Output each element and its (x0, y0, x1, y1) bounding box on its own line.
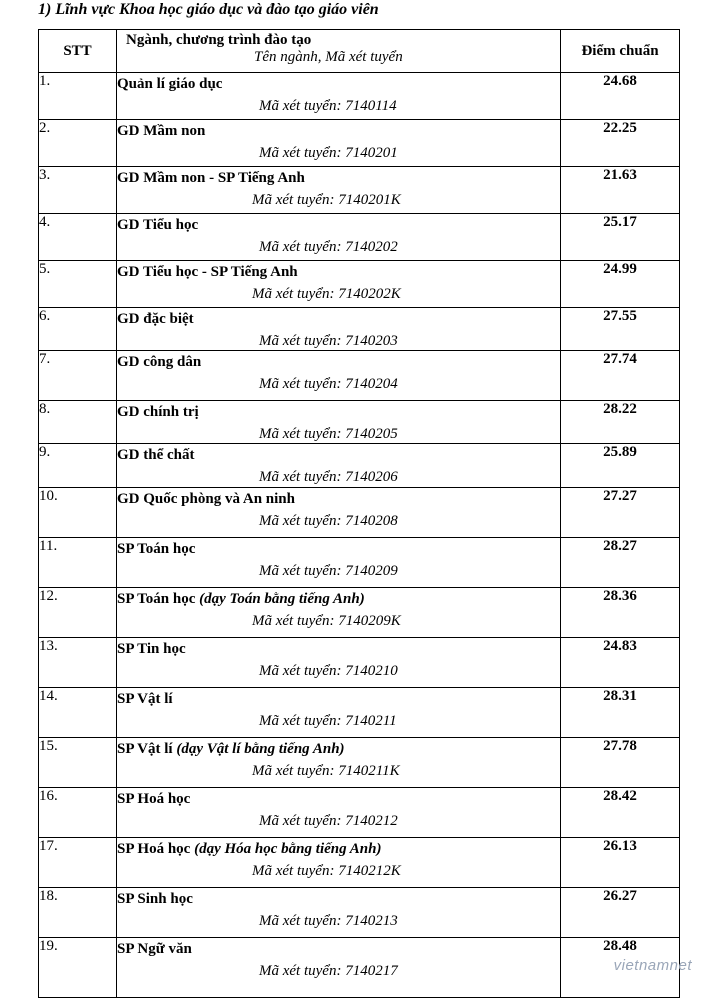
code-prefix: Mã xét tuyển: (259, 963, 346, 979)
watermark-logo: vietnamnet (613, 957, 692, 974)
program-name-text: SP Hoá học (117, 791, 191, 807)
program-code (117, 332, 560, 350)
program-name-text: GD Mầm non - SP Tiếng Anh (117, 170, 305, 186)
code-value: 7140201 (345, 145, 398, 161)
row-stt: 17. (39, 838, 117, 888)
code-prefix: Mã xét tuyển: (259, 376, 346, 392)
row-program (117, 888, 561, 938)
row-score: 21.63 (561, 167, 680, 214)
row-stt: 18. (39, 888, 117, 938)
program-name (117, 840, 560, 858)
program-name (117, 216, 560, 234)
program-code (117, 862, 560, 880)
table-row (39, 888, 680, 938)
program-name-text: Quản lí giáo dục (117, 76, 223, 92)
program-name-text: GD Tiểu học - SP Tiếng Anh (117, 264, 298, 280)
code-value: 7140204 (345, 376, 398, 392)
row-score: 28.31 (561, 688, 680, 738)
table-row (39, 538, 680, 588)
header-program-title: Ngành, chương trình đào tạo (126, 32, 312, 48)
header-stt: STT (39, 30, 117, 73)
program-code (117, 285, 560, 303)
row-score: 27.27 (561, 488, 680, 538)
row-score: 22.25 (561, 120, 680, 167)
row-stt: 6. (39, 308, 117, 351)
row-program (117, 120, 561, 167)
header-program-subtitle: Tên ngành, Mã xét tuyển (254, 49, 403, 65)
program-name-text: SP Ngữ văn (117, 941, 192, 957)
code-prefix: Mã xét tuyển: (252, 286, 339, 302)
program-code (117, 144, 560, 162)
row-program (117, 401, 561, 444)
table-row (39, 261, 680, 308)
program-name-text: SP Toán học (117, 591, 196, 607)
row-stt: 15. (39, 738, 117, 788)
code-value: 7140209 (345, 563, 398, 579)
row-program (117, 688, 561, 738)
program-name (117, 590, 560, 608)
program-code (117, 97, 560, 115)
code-value: 7140211K (338, 763, 400, 779)
row-score: 28.48 (561, 938, 680, 998)
row-stt: 12. (39, 588, 117, 638)
row-program (117, 73, 561, 120)
row-program (117, 214, 561, 261)
code-prefix: Mã xét tuyển: (259, 145, 346, 161)
program-name (117, 446, 560, 464)
row-stt: 11. (39, 538, 117, 588)
row-program (117, 261, 561, 308)
program-name (117, 310, 560, 328)
table-row (39, 308, 680, 351)
row-program (117, 488, 561, 538)
row-stt: 1. (39, 73, 117, 120)
program-code (117, 812, 560, 830)
code-prefix: Mã xét tuyển: (259, 333, 346, 349)
program-code (117, 912, 560, 930)
row-score: 25.89 (561, 444, 680, 488)
code-value: 7140202K (338, 286, 401, 302)
code-value: 7140212 (345, 813, 398, 829)
program-code (117, 762, 560, 780)
program-name (117, 75, 560, 93)
row-program (117, 838, 561, 888)
table-row (39, 788, 680, 838)
program-code (117, 238, 560, 256)
program-code (117, 425, 560, 443)
row-score: 25.17 (561, 214, 680, 261)
table-row (39, 351, 680, 401)
program-name-text: GD Tiểu học (117, 217, 199, 233)
program-name (117, 490, 560, 508)
code-prefix: Mã xét tuyển: (259, 426, 346, 442)
program-name-text: GD chính trị (117, 404, 199, 420)
row-stt: 10. (39, 488, 117, 538)
code-value: 7140206 (345, 469, 398, 485)
row-score: 24.68 (561, 73, 680, 120)
code-value: 7140211 (345, 713, 397, 729)
row-program (117, 444, 561, 488)
row-score: 28.42 (561, 788, 680, 838)
program-code (117, 962, 560, 980)
row-score: 27.55 (561, 308, 680, 351)
table-row (39, 938, 680, 998)
row-stt: 8. (39, 401, 117, 444)
code-prefix: Mã xét tuyển: (259, 98, 346, 114)
row-stt: 5. (39, 261, 117, 308)
program-name-text: SP Vật lí (117, 691, 173, 707)
program-name-text: SP Tin học (117, 641, 186, 657)
program-name-text: GD đặc biệt (117, 311, 194, 327)
code-prefix: Mã xét tuyển: (259, 813, 346, 829)
program-code (117, 712, 560, 730)
program-name (117, 690, 560, 708)
code-value: 7140213 (345, 913, 398, 929)
row-stt: 4. (39, 214, 117, 261)
row-stt: 3. (39, 167, 117, 214)
row-stt: 16. (39, 788, 117, 838)
row-program (117, 538, 561, 588)
table-row (39, 738, 680, 788)
program-code (117, 191, 560, 209)
program-name-text: SP Hoá học (117, 841, 191, 857)
row-stt: 9. (39, 444, 117, 488)
program-code (117, 468, 560, 486)
table-row (39, 444, 680, 488)
program-name (117, 640, 560, 658)
code-prefix: Mã xét tuyển: (259, 239, 346, 255)
program-name (117, 169, 560, 187)
program-code (117, 662, 560, 680)
code-prefix: Mã xét tuyển: (259, 563, 346, 579)
row-program (117, 308, 561, 351)
table-row (39, 120, 680, 167)
program-name-text: SP Sinh học (117, 891, 193, 907)
code-value: 7140202 (345, 239, 398, 255)
program-name (117, 540, 560, 558)
row-score: 26.13 (561, 838, 680, 888)
table-row (39, 688, 680, 738)
row-program (117, 738, 561, 788)
code-prefix: Mã xét tuyển: (252, 192, 339, 208)
program-name-note: (dạy Vật lí bằng tiếng Anh) (176, 741, 345, 757)
header-score: Điểm chuẩn (561, 30, 680, 73)
row-score: 27.74 (561, 351, 680, 401)
code-value: 7140201K (338, 192, 401, 208)
code-prefix: Mã xét tuyển: (259, 513, 346, 529)
code-prefix: Mã xét tuyển: (259, 913, 346, 929)
row-score: 27.78 (561, 738, 680, 788)
program-code (117, 375, 560, 393)
program-name (117, 740, 560, 758)
row-program (117, 788, 561, 838)
table-row (39, 638, 680, 688)
program-name-text: GD Quốc phòng và An ninh (117, 491, 295, 507)
row-score: 24.83 (561, 638, 680, 688)
program-name-text: SP Toán học (117, 541, 196, 557)
program-name-text: GD công dân (117, 354, 202, 370)
program-name (117, 353, 560, 371)
code-value: 7140210 (345, 663, 398, 679)
row-stt: 14. (39, 688, 117, 738)
table-row (39, 167, 680, 214)
program-name-text: GD Mầm non (117, 123, 206, 139)
table-row (39, 588, 680, 638)
table-row (39, 488, 680, 538)
header-program (117, 30, 561, 73)
program-name (117, 940, 560, 958)
table-row (39, 73, 680, 120)
table-row (39, 214, 680, 261)
program-name (117, 890, 560, 908)
code-prefix: Mã xét tuyển: (252, 863, 339, 879)
program-name-note: (dạy Toán bằng tiếng Anh) (199, 591, 365, 607)
program-name (117, 122, 560, 140)
table-row (39, 401, 680, 444)
code-value: 7140212K (338, 863, 401, 879)
program-name (117, 263, 560, 281)
program-code (117, 562, 560, 580)
row-stt: 2. (39, 120, 117, 167)
row-program (117, 638, 561, 688)
row-stt: 13. (39, 638, 117, 688)
row-score: 28.22 (561, 401, 680, 444)
row-program (117, 167, 561, 214)
code-prefix: Mã xét tuyển: (259, 663, 346, 679)
program-code (117, 612, 560, 630)
program-code (117, 512, 560, 530)
table-header-row (39, 30, 680, 73)
program-name-note: (dạy Hóa học bằng tiếng Anh) (194, 841, 382, 857)
code-prefix: Mã xét tuyển: (259, 713, 346, 729)
row-program (117, 588, 561, 638)
row-score: 24.99 (561, 261, 680, 308)
code-value: 7140114 (345, 98, 397, 114)
row-program (117, 351, 561, 401)
row-stt: 19. (39, 938, 117, 998)
code-prefix: Mã xét tuyển: (252, 613, 339, 629)
row-score: 28.27 (561, 538, 680, 588)
code-value: 7140208 (345, 513, 398, 529)
code-value: 7140217 (345, 963, 398, 979)
row-program (117, 938, 561, 998)
program-name-text: GD thể chất (117, 447, 195, 463)
table-row (39, 838, 680, 888)
row-score: 28.36 (561, 588, 680, 638)
code-value: 7140205 (345, 426, 398, 442)
code-value: 7140203 (345, 333, 398, 349)
section-title: 1) Lĩnh vực Khoa học giáo dục và đào tạo giáo viên (38, 1, 379, 18)
code-prefix: Mã xét tuyển: (252, 763, 339, 779)
admission-scores-table (38, 29, 680, 998)
program-name (117, 790, 560, 808)
program-name (117, 403, 560, 421)
row-stt: 7. (39, 351, 117, 401)
code-prefix: Mã xét tuyển: (259, 469, 346, 485)
code-value: 7140209K (338, 613, 401, 629)
row-score: 26.27 (561, 888, 680, 938)
program-name-text: SP Vật lí (117, 741, 173, 757)
